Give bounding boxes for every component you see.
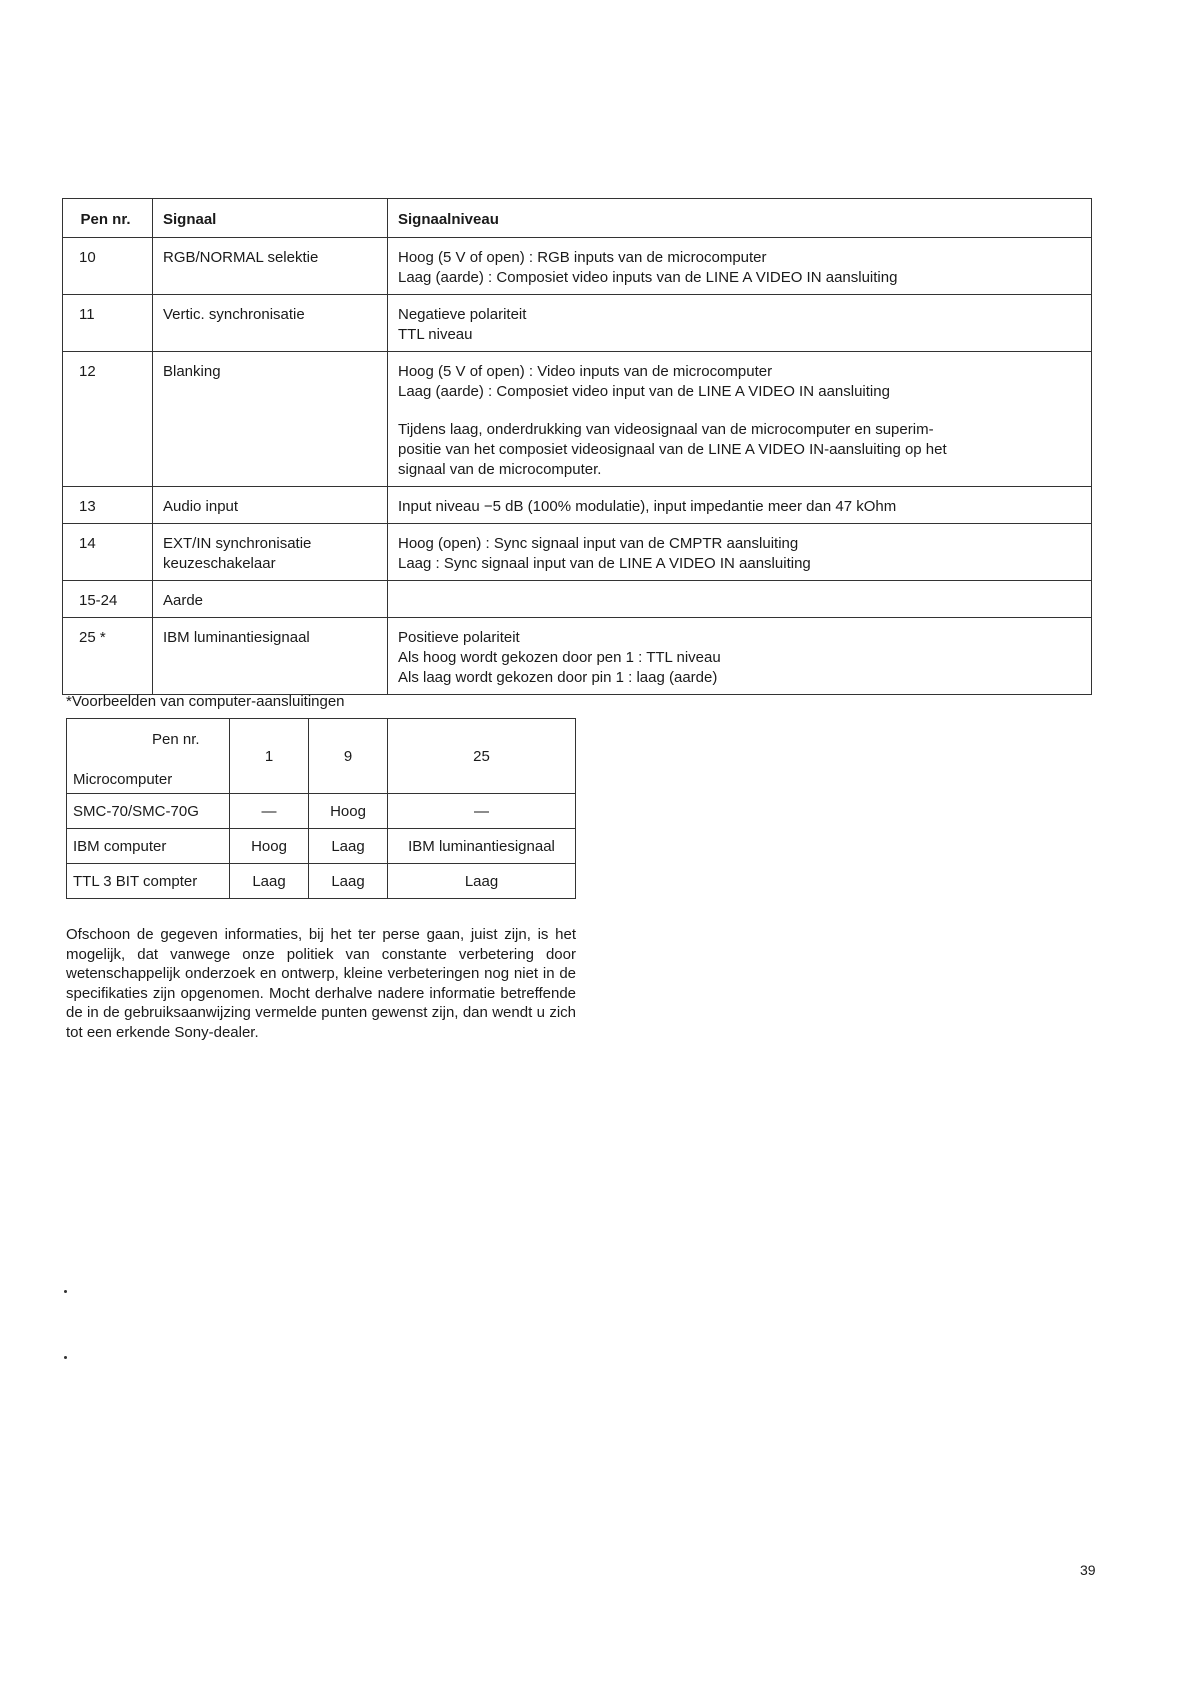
pin-value: IBM luminantiesignaal <box>388 829 576 864</box>
signal-note-line: Tijdens laag, onderdrukking van videosignaal van de microcomputer en superim- <box>398 421 934 438</box>
pin-value: Laag <box>388 864 576 899</box>
signal-name-line: IBM luminantiesignaal <box>163 629 310 646</box>
pin-value: Laag <box>230 864 309 899</box>
pen-number: 15-24 <box>63 581 153 618</box>
pin-value: Hoog <box>309 794 388 829</box>
signal-level <box>388 487 1092 524</box>
scan-speck <box>64 1356 67 1359</box>
pen-number: 11 <box>63 295 153 352</box>
signal-level-line: Hoog (5 V of open) : RGB inputs van de microcomputer <box>398 249 767 266</box>
signal-name <box>153 295 388 352</box>
pin-value: — <box>388 794 576 829</box>
header-level: Signaalniveau <box>388 199 1092 238</box>
signal-name-line: Blanking <box>163 363 221 380</box>
header-pen: Pen nr. <box>63 199 153 238</box>
signal-name <box>153 487 388 524</box>
signal-row <box>63 487 1092 524</box>
signal-level-line: Negatieve polariteit <box>398 306 527 323</box>
signal-row <box>63 524 1092 581</box>
pin-value: Laag <box>309 829 388 864</box>
examples-row <box>67 864 576 899</box>
pen-number: 25 * <box>63 618 153 695</box>
signal-name <box>153 524 388 581</box>
signal-name-line: Vertic. synchronisatie <box>163 306 305 323</box>
signal-name-line: EXT/IN synchronisatie <box>163 535 312 552</box>
signal-note-line: signaal van de microcomputer. <box>398 461 602 478</box>
signal-name <box>153 352 388 487</box>
microcomputer-name: SMC-70/SMC-70G <box>67 794 230 829</box>
examples-row <box>67 829 576 864</box>
signal-level <box>388 524 1092 581</box>
corner-pen-label: Pen nr. <box>152 731 200 748</box>
signal-note <box>398 420 1081 480</box>
signal-level <box>388 618 1092 695</box>
disclaimer-paragraph: Ofschoon de gegeven informaties, bij het ter perse gaan, juist zijn, is het mogelijk, dat vanwege onze politiek van constante verbetering door wetenschappelijk onderzoek en ontwerp, kleine verbeteringen nog niet in de specifikaties zijn opgenomen. Mocht derhalve nadere informatie betreffende de in de gebruiksaanwijzing vermelde punten gewenst zijn, dan wendt u zich tot een erkende Sony-dealer. <box>66 926 576 1041</box>
signal-name-line: Audio input <box>163 498 239 515</box>
signal-row <box>63 581 1092 618</box>
signal-level-line: Input niveau −5 dB (100% modulatie), input impedantie meer dan 47 kOhm <box>398 498 897 515</box>
signal-level <box>388 352 1092 487</box>
corner-microcomputer-label: Microcomputer <box>73 771 173 788</box>
signal-table-header <box>63 199 1092 238</box>
header-signal: Signaal <box>153 199 388 238</box>
examples-col-header: 9 <box>309 719 388 794</box>
signal-row <box>63 238 1092 295</box>
page-number: 39 <box>1080 1562 1096 1578</box>
signal-level <box>388 238 1092 295</box>
examples-col-header: 1 <box>230 719 309 794</box>
scan-speck <box>64 1290 67 1293</box>
signal-name <box>153 618 388 695</box>
signal-name-line: Aarde <box>163 592 204 609</box>
signal-level-line: TTL niveau <box>398 326 473 343</box>
signal-name <box>153 581 388 618</box>
microcomputer-name: TTL 3 BIT compter <box>67 864 230 899</box>
microcomputer-name: IBM computer <box>67 829 230 864</box>
signal-level-line: Als hoog wordt gekozen door pen 1 : TTL niveau <box>398 649 721 666</box>
signal-name <box>153 238 388 295</box>
signal-row <box>63 352 1092 487</box>
signal-name-line: keuzeschakelaar <box>163 555 276 572</box>
pen-number: 14 <box>63 524 153 581</box>
signal-level-line: Laag : Sync signaal input van de LINE A VIDEO IN aansluiting <box>398 555 811 572</box>
signal-note-line: positie van het composiet videosignaal van de LINE A VIDEO IN-aansluiting op het <box>398 441 947 458</box>
signal-name-line: RGB/NORMAL selektie <box>163 249 319 266</box>
pen-number: 12 <box>63 352 153 487</box>
examples-col-header: 25 <box>388 719 576 794</box>
examples-title: *Voorbeelden van computer-aansluitingen <box>66 693 345 710</box>
signal-level <box>388 295 1092 352</box>
signal-level-line: Hoog (5 V of open) : Video inputs van de microcomputer <box>398 363 773 380</box>
pin-value: Hoog <box>230 829 309 864</box>
examples-table <box>66 718 576 899</box>
signal-table <box>62 198 1092 695</box>
signal-level <box>388 581 1092 618</box>
signal-level-line: Laag (aarde) : Composiet video input van de LINE A VIDEO IN aansluiting <box>398 383 890 400</box>
signal-row <box>63 618 1092 695</box>
signal-level-line: Positieve polariteit <box>398 629 520 646</box>
examples-header-row <box>67 719 576 794</box>
pen-number: 10 <box>63 238 153 295</box>
pin-value: Laag <box>309 864 388 899</box>
signal-level-line: Als laag wordt gekozen door pin 1 : laag (aarde) <box>398 669 718 686</box>
signal-row <box>63 295 1092 352</box>
examples-corner-cell <box>67 719 230 794</box>
examples-row <box>67 794 576 829</box>
pen-number: 13 <box>63 487 153 524</box>
pin-value: — <box>230 794 309 829</box>
signal-level-line: Laag (aarde) : Composiet video inputs van de LINE A VIDEO IN aansluiting <box>398 269 898 286</box>
signal-level-line: Hoog (open) : Sync signaal input van de CMPTR aansluiting <box>398 535 799 552</box>
